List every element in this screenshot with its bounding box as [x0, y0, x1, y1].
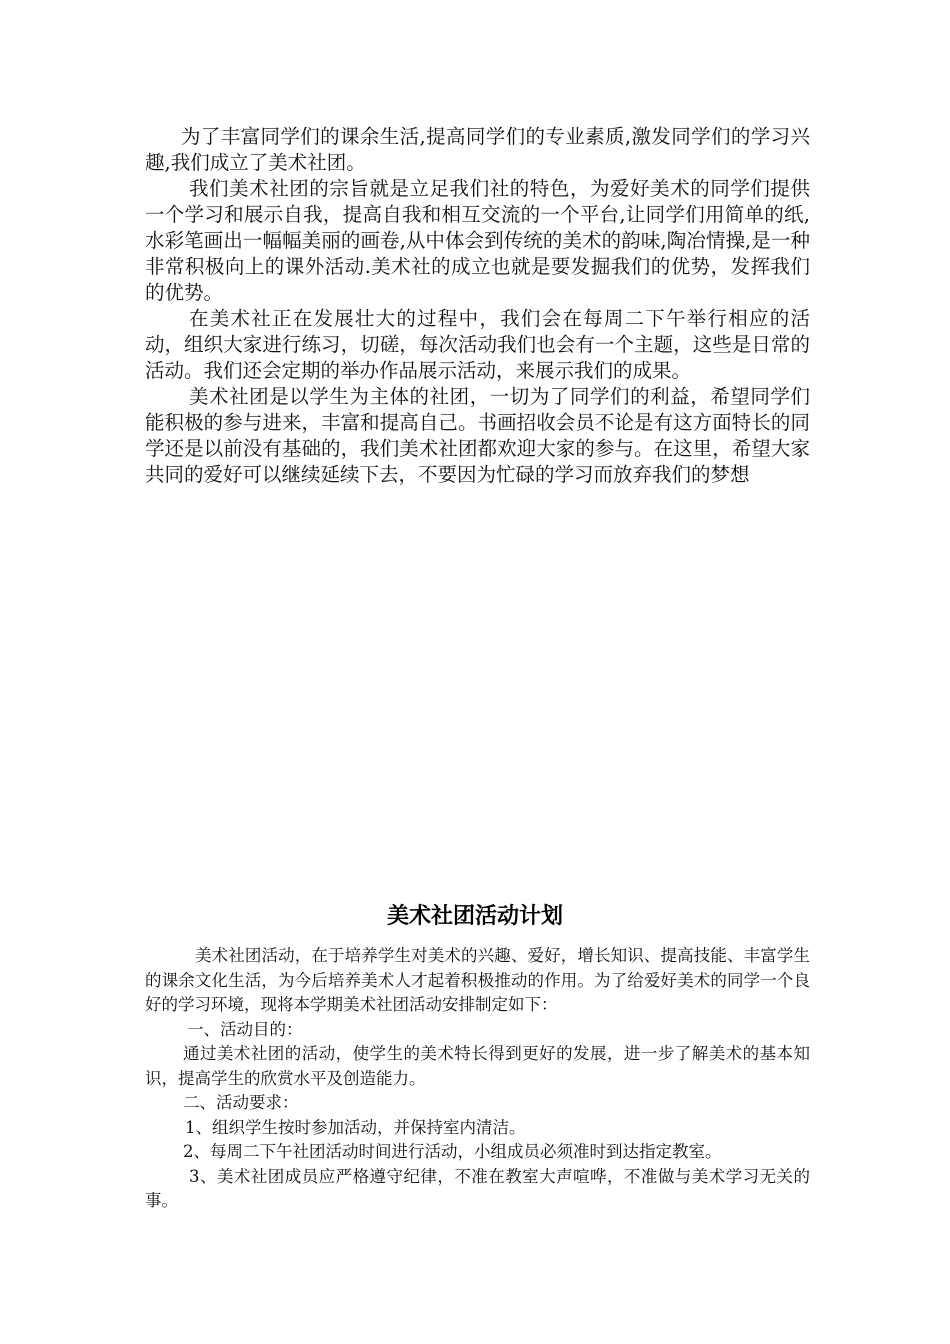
section-2-heading: 二、活动要求：: [183, 1093, 299, 1112]
plan-title: 美术社团活动计划: [386, 904, 563, 929]
intro-paragraph-1: 为了丰富同学们的课余生活,提高同学们的专业素质,激发同学们的学习兴趣,我们成立了美术社团。: [145, 125, 810, 174]
intro-paragraph-2: 我们美术社团的宗旨就是立足我们社的特色，为爱好美术的同学们提供一个学习和展示自我，提高自我和相互交流的一个平台,让同学们用简单的纸,水彩笔画出一幅幅美丽的画卷,从中体会到传统的美术的韵味,陶冶情操,是一种非常积极向上的课外活动.美术社的成立也就是要发掘我们的优势，发挥我们的优势。: [145, 177, 810, 304]
intro-section: [145, 124, 810, 488]
intro-paragraph-3: 在美术社正在发展壮大的过程中，我们会在每周二下午举行相应的活动，组织大家进行练习，切磋，每次活动我们也会有一个主题，这些是日常的活动。我们还会定期的举办作品展示活动，来展示我们的成果。: [145, 307, 810, 382]
requirement-1: 1、组织学生按时参加活动，并保持室内清洁。: [185, 1117, 526, 1137]
plan-section: [145, 944, 810, 1214]
plan-intro-paragraph: 美术社团活动，在于培养学生对美术的兴趣、爱好，增长知识、提高技能、丰富学生的课余文化生活，为今后培养美术人才起着积极推动的作用。为了给爱好美术的同学一个良好的学习环境，现将本学期美术社团活动安排制定如下：: [145, 946, 810, 1014]
requirement-3: 3、美术社团成员应严格遵守纪律，不准在教室大声喧哗，不准做与美术学习无关的事。: [145, 1166, 810, 1210]
requirement-2: 2、每周二下午社团活动时间进行活动，小组成员必须准时到达指定教室。: [183, 1142, 722, 1161]
section-1-body: 通过美术社团的活动，使学生的美术特长得到更好的发展，进一步了解美术的基本知识，提高学生的欣赏水平及创造能力。: [145, 1044, 810, 1088]
intro-paragraph-4: 美术社团是以学生为主体的社团，一切为了同学们的利益，希望同学们能积极的参与进来，丰富和提高自己。书画招收会员不论是有这方面特长的同学还是以前没有基础的，我们美术社团都欢迎大家的参与。在这里，希望大家共同的爱好可以继续延续下去，不要因为忙碌的学习而放弃我们的梦想: [145, 385, 810, 486]
section-1-heading: 一、活动目的：: [187, 1019, 303, 1039]
